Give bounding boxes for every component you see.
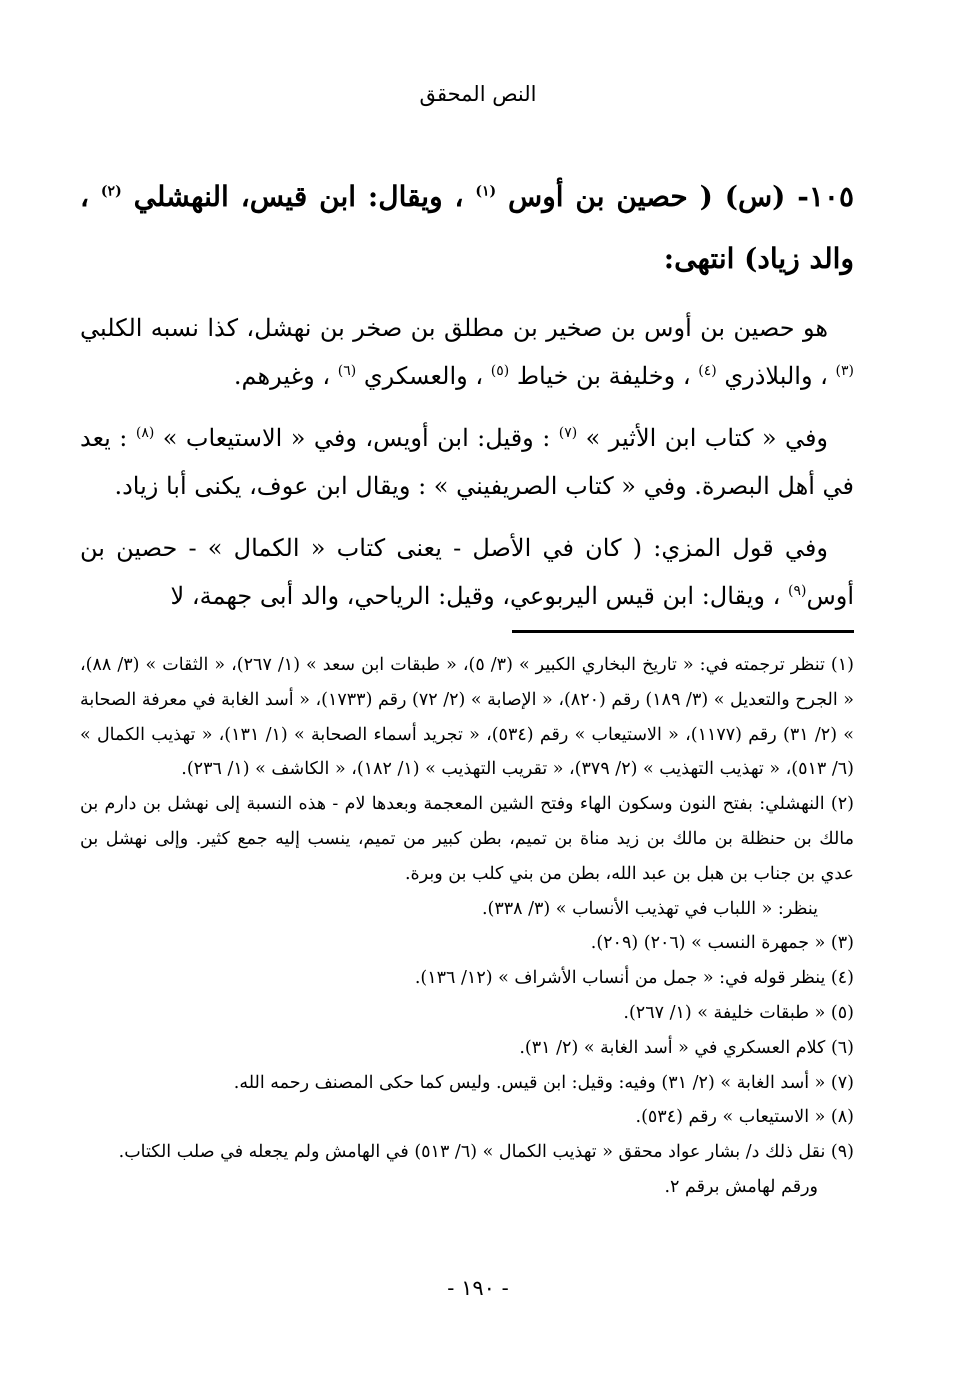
- footnote-text: (٤) ينظر قوله في: « جمل من أنساب الأشراف » (١٢/ ١٣٦).: [414, 968, 854, 989]
- footnote-ref: (١): [475, 183, 497, 200]
- footnote-ref: (٤): [698, 363, 717, 379]
- footnote-text: (١) تنظر ترجمته في: « تاريخ البخاري الكبير » (٣/ ٥)، « طبقات ابن سعد » (١/ ٢٦٧)، « الثقات » (٣/ ٨٨)، « الجرح والتعديل » (٣/ ١٨٩) رقم (٨٢٠)، « الإصابة » (٢/ ٧٢) رقم (١٧٣٣)، « أسد الغابة في معرفة الصحابة » (٢/ ٣١) رقم (١١٧٧)، « الاستيعاب » رقم (٥٣٤)، « تجريد أسماء الصحابة » (١/ ١٣١)، « تهذيب الكمال » (٦/ ٥١٣)، « تهذيب التهذيب » (٢/ ٣٧٩)، « تقريب التهذيب » (١/ ١٨٢)، « الكاشف » (١/ ٢٣٦).: [80, 655, 854, 780]
- footnote-4: [80, 961, 854, 996]
- footnote-6: [80, 1031, 854, 1066]
- footnote-ref: (٦): [337, 363, 357, 379]
- footnote-ref: (٨): [135, 425, 155, 441]
- main-text: [80, 166, 854, 634]
- footnote-text: (٢) النهشلي: بفتح النون وسكون الهاء وفتح الشين المعجمة وبعدها لام - هذه النسبة إلى نهشل بن دارم بن مالك بن حنظلة بن مالك بن زيد مناة بن تميم، بطن كبير من تميم، ينسب إليه جمع كثير. وإلى نهشل بن عدي بن جناب بن هبل بن عبد الله، بطن من بني كلب بن وبرة.: [80, 794, 854, 884]
- footnote-9: [80, 1135, 854, 1205]
- footnote-ref: (٩): [787, 583, 807, 599]
- footnote-ref: (٣): [835, 363, 854, 379]
- paragraph-sources: [80, 414, 854, 510]
- footnote-3: [80, 926, 854, 961]
- footnote-2: [80, 787, 854, 926]
- footnote-ref: (٢): [100, 183, 122, 200]
- running-head: النص المحقق: [419, 82, 537, 106]
- page-number: - ١٩٠ -: [447, 1276, 509, 1300]
- footnote-ref: (٧): [558, 425, 578, 441]
- footnote-text: (٧) « أسد الغابة » (٢/ ٣١) وفيه: وقيل: ابن قيس. وليس كما حكى المصنف رحمه الله.: [233, 1072, 854, 1093]
- paragraph-mizzi: [80, 524, 854, 620]
- paragraph-text: ، وغيرهم.: [233, 362, 338, 390]
- paragraph-text: هو حصين بن أوس بن صخير بن مطلق بن صخر بن نهشل، كذا نسبه الكلبي: [80, 314, 828, 342]
- paragraph-text: وفي « كتاب ابن الأثير »: [577, 424, 829, 452]
- footnote-divider: [512, 630, 854, 633]
- entry-text: ، ويقال: ابن قيس، النهشلي: [121, 180, 476, 213]
- footnote-7: [80, 1066, 854, 1101]
- paragraph-text: : يعد في أهل البصرة. وفي « كتاب الصريفيني » : ويقال ابن عوف، يكنى أبا زياد.: [80, 424, 854, 500]
- footnote-5: [80, 996, 854, 1031]
- footnotes: [80, 648, 854, 1205]
- footnote-text: (٦) كلام العسكري في « أسد الغابة » (٢/ ٣١).: [519, 1037, 854, 1058]
- entry-text: ، والد زياد) انتهى:: [80, 180, 854, 275]
- paragraph-text: ، والعسكري: [356, 362, 491, 390]
- paragraph-text: ، ويقال: ابن قيس اليربوعي، وقيل: الرياحي، والد أبى جهمة، لا: [170, 582, 788, 610]
- footnote-1: [80, 648, 854, 787]
- paragraph-text: ، وخليفة بن خياط: [509, 362, 699, 390]
- paragraph-text: ، والبلاذري: [716, 362, 836, 390]
- footnote-continuation: ورقم لهامش برقم ٢.: [664, 1176, 818, 1197]
- footnote-continuation: ينظر: « اللباب في تهذيب الأنساب » (٣/ ٣٣٨).: [481, 898, 818, 919]
- footnote-text: (٩) نقل ذلك د/ بشار عواد محقق « تهذيب الكمال » (٦/ ٥١٣) في الهامش ولم يجعله في صلب الكتاب.: [118, 1142, 854, 1163]
- entry-heading: [80, 166, 854, 290]
- footnote-text: (٣) « جمهرة النسب » (٢٠٦) (٢٠٩).: [590, 933, 854, 954]
- entry-text: ١٠٥- (س) ( حصين بن أوس: [496, 180, 854, 213]
- footnote-text: (٨) « الاستيعاب » رقم (٥٣٤).: [635, 1107, 854, 1128]
- footnote-ref: (٥): [490, 363, 510, 379]
- paragraph-text: : وقيل: ابن أويس، وفي « الاستيعاب »: [154, 424, 559, 452]
- paragraph-text: وفي قول المزي: ( كان في الأصل - يعنى كتاب « الكمال » - حصين بن أوس: [80, 534, 854, 610]
- footnote-8: [80, 1100, 854, 1135]
- footnote-text: (٥) « طبقات خليفة » (١/ ٢٦٧).: [623, 1002, 854, 1023]
- paragraph-lineage: [80, 304, 854, 400]
